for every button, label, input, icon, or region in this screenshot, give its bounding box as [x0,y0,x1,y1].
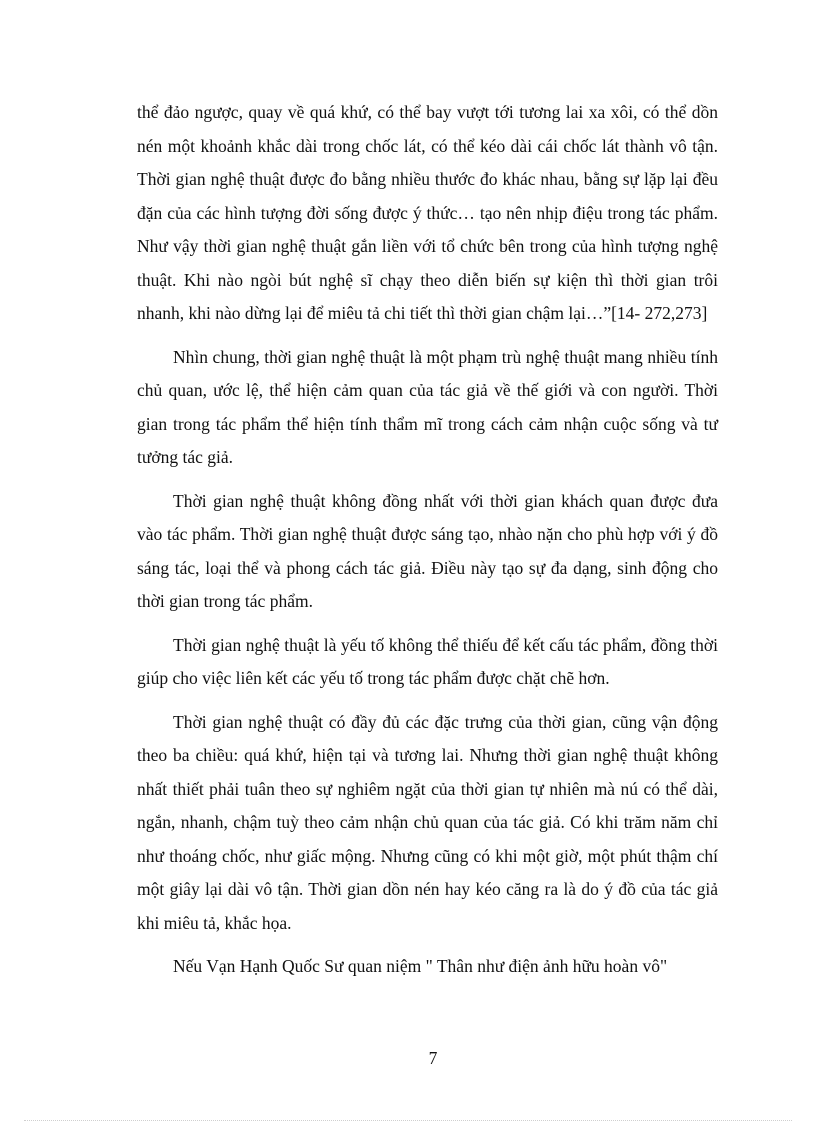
page-body [137,96,718,994]
footer-divider [24,1120,792,1121]
paragraph-2: Nhìn chung, thời gian nghệ thuật là một phạm trù nghệ thuật mang nhiều tính chủ quan, ước lệ, thể hiện cảm quan của tác giả về thế giới và con người. Thời gian trong tác phẩm thể hiện tính thẩm mĩ trong cách cảm nhận cuộc sống và tư tưởng tác giả. [137,346,718,467]
paragraph-4: Thời gian nghệ thuật là yếu tố không thể thiếu để kết cấu tác phẩm, đồng thời giúp cho việc liên kết các yếu tố trong tác phẩm được chặt chẽ hơn. [137,634,718,688]
paragraph-5: Thời gian nghệ thuật có đầy đủ các đặc trưng của thời gian, cũng vận động theo ba chiều: quá khứ, hiện tại và tương lai. Nhưng thời gian nghệ thuật không nhất thiết phải tuân theo sự nghiêm ngặt của thời gian tự nhiên mà nú có thể dài, ngắn, nhanh, chậm tuỳ theo cảm nhận chủ quan của tác giả. Có khi trăm năm chỉ như thoáng chốc, như giấc mộng. Nhưng cũng có khi một giờ, một phút thậm chí một giây lại dài vô tận. Thời gian dồn nén hay kéo căng ra là do ý đồ của tác giả khi miêu tả, khắc họa. [137,711,718,933]
paragraph-6: Nếu Vạn Hạnh Quốc Sư quan niệm " Thân như điện ảnh hữu hoàn vô" [173,956,668,976]
page-number: 7 [428,1048,438,1068]
paragraph-3: Thời gian nghệ thuật không đồng nhất với thời gian khách quan được đưa vào tác phẩm. Thời gian nghệ thuật được sáng tạo, nhào nặn cho phù hợp với ý đồ sáng tác, loại thể và phong cách tác giả. Điều này tạo sự đa dạng, sinh động cho thời gian trong tác phẩm. [137,490,718,611]
paragraph-1: thể đảo ngược, quay về quá khứ, có thể bay vượt tới tương lai xa xôi, có thể dồn nén một khoảnh khắc dài trong chốc lát, có thể kéo dài cái chốc lát thành vô tận. Thời gian nghệ thuật được đo bằng nhiều thước đo khác nhau, bằng sự lặp lại đều đặn của các hình tượng đời sống được ý thức… tạo nên nhịp điệu trong tác phẩm. Như vậy thời gian nghệ thuật gắn liền với tổ chức bên trong của hình tượng nghệ thuật. Khi nào ngòi bút nghệ sĩ chạy theo diễn biến sự kiện thì thời gian trôi nhanh, khi nào dừng lại để miêu tả chi tiết thì thời gian chậm lại…”[14- 272,273] [137,102,718,323]
